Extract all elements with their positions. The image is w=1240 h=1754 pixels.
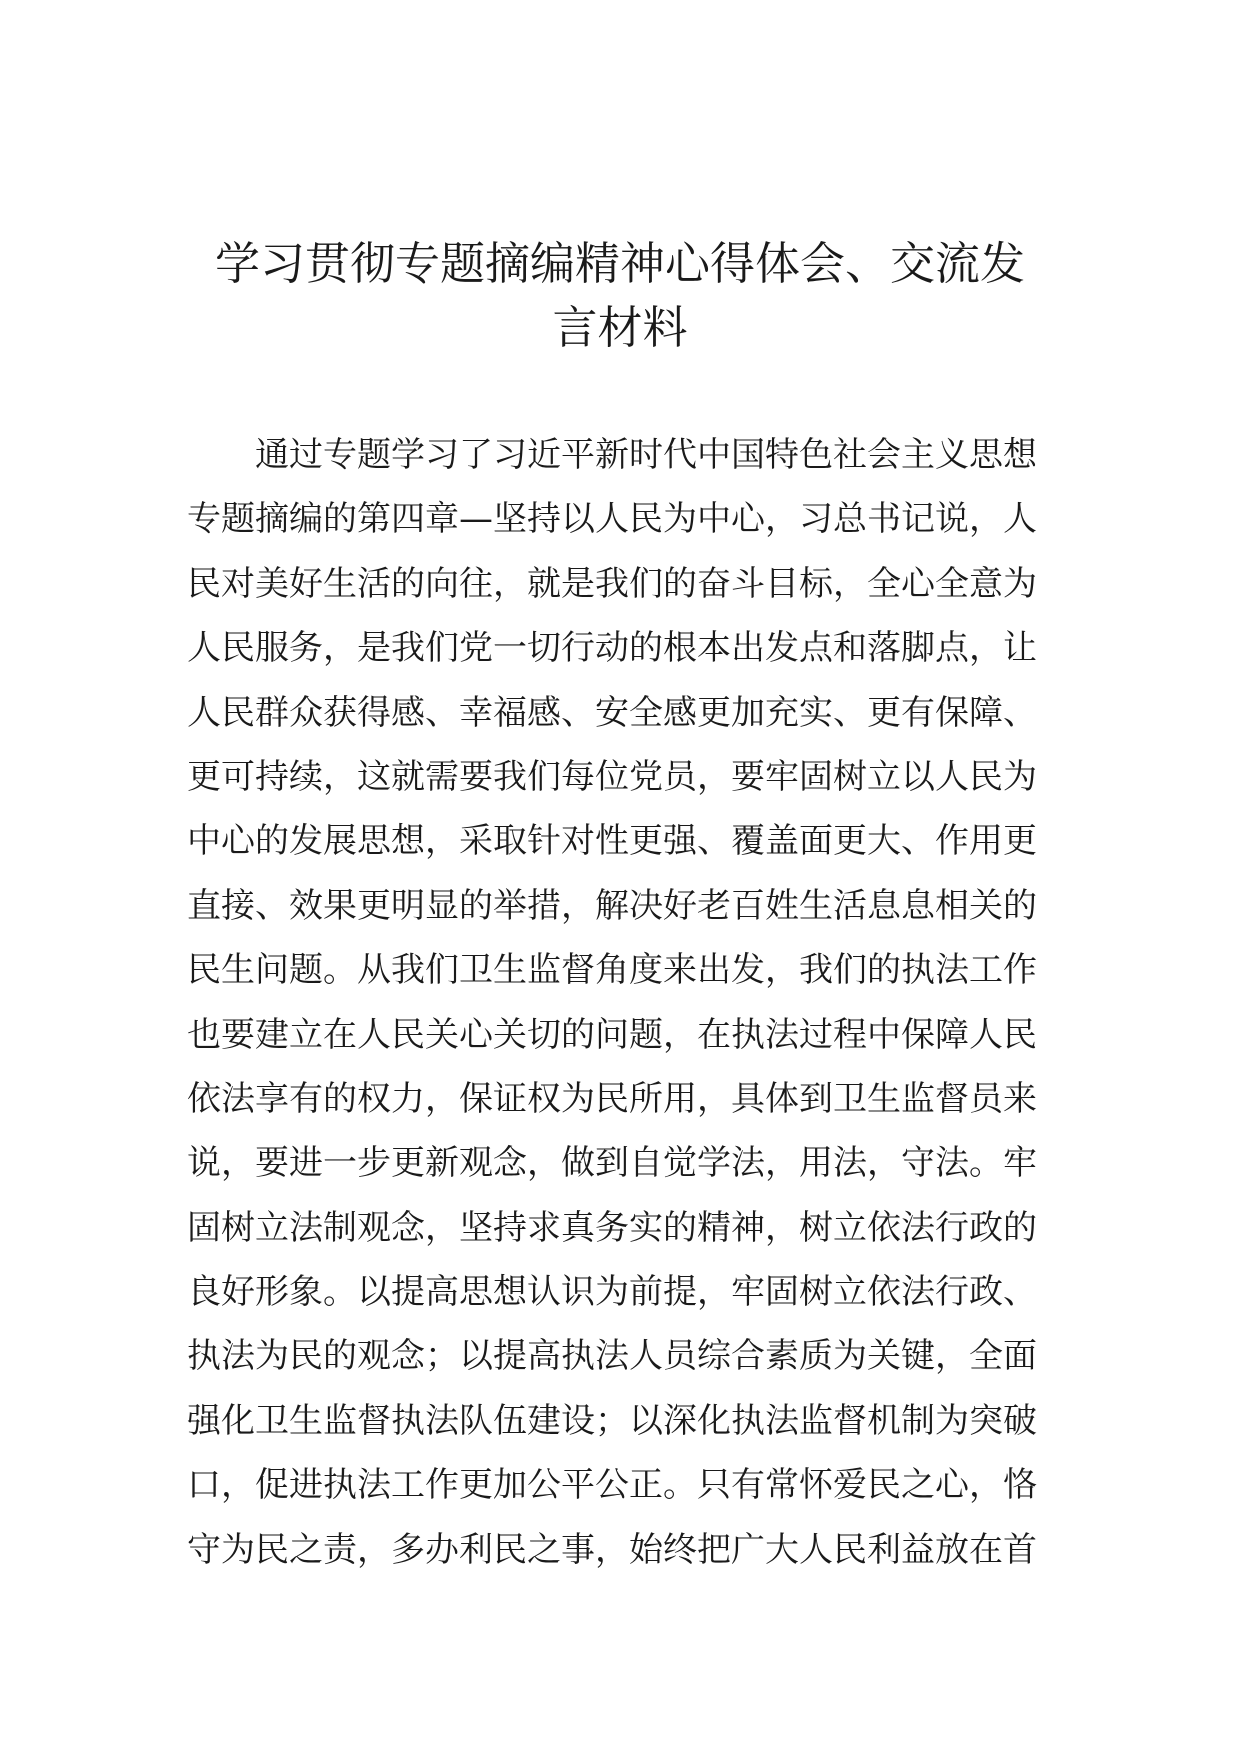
- title-line-2: 言材料: [552, 301, 688, 354]
- body-line-3: 民对美好生活的向往，就是我们的奋斗目标，全心全意为: [187, 563, 1037, 604]
- body-line-12: 说，要进一步更新观念，做到自觉学法，用法，守法。牢: [187, 1143, 1037, 1184]
- body-line-5: 人民群众获得感、幸福感、安全感更加充实、更有保障、: [187, 692, 1037, 733]
- body-line-15: 执法为民的观念；以提高执法人员综合素质为关键，全面: [187, 1336, 1037, 1377]
- body-line-1: 通过专题学习了习近平新时代中国特色社会主义思想: [255, 435, 1037, 475]
- body-line-10: 也要建立在人民关心关切的问题，在执法过程中保障人民: [187, 1014, 1037, 1055]
- body-line-8: 直接、效果更明显的举措，解决好老百姓生活息息相关的: [187, 885, 1037, 926]
- document-body: [187, 423, 1057, 1582]
- body-line-7: 中心的发展思想，采取针对性更强、覆盖面更大、作用更: [187, 821, 1037, 862]
- body-line-14: 良好形象。以提高思想认识为前提，牢固树立依法行政、: [187, 1272, 1037, 1313]
- body-line-17: 口，促进执法工作更加公平公正。只有常怀爱民之心，恪: [187, 1465, 1037, 1506]
- title-line-1: 学习贯彻专题摘编精神心得体会、交流发: [214, 237, 1025, 290]
- body-line-9: 民生问题。从我们卫生监督角度来出发，我们的执法工作: [187, 950, 1037, 991]
- body-line-16: 强化卫生监督执法队伍建设；以深化执法监督机制为突破: [187, 1400, 1037, 1441]
- body-line-13: 固树立法制观念，坚持求真务实的精神，树立依法行政的: [187, 1207, 1037, 1248]
- document-title: [150, 232, 1090, 360]
- body-line-2: 专题摘编的第四章—坚持以人民为中心，习总书记说，人: [187, 499, 1037, 540]
- body-line-11: 依法享有的权力，保证权为民所用，具体到卫生监督员来: [187, 1078, 1037, 1119]
- body-line-18: 守为民之责，多办利民之事，始终把广大人民利益放在首: [187, 1529, 1037, 1570]
- body-line-4: 人民服务，是我们党一切行动的根本出发点和落脚点，让: [187, 628, 1037, 669]
- body-line-6: 更可持续，这就需要我们每位党员，要牢固树立以人民为: [187, 756, 1037, 797]
